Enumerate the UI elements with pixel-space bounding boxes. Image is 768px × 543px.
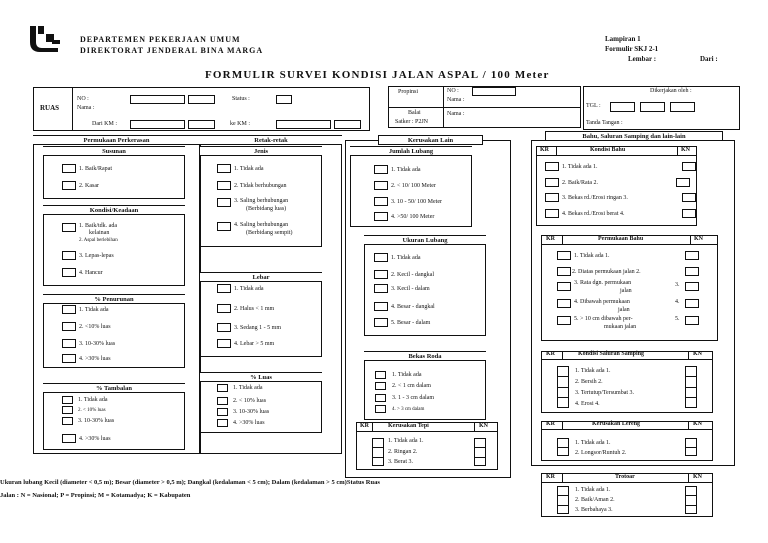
- kondisi-3-checkbox[interactable]: [62, 251, 76, 260]
- kondisi-bahu-3-kn[interactable]: [682, 193, 696, 202]
- jenis-2-label: 2. Tidak berhubungan: [234, 183, 287, 189]
- ruas-label: RUAS: [40, 104, 60, 112]
- propinsi-label: Propinsi: [398, 89, 419, 95]
- kondisi-bahu-2-label: 2. Baik/Rata 2.: [562, 180, 598, 186]
- kondisi-1-label-2: kelainan: [89, 230, 110, 236]
- tambalan-4-label: 4. >30% luas: [79, 436, 111, 442]
- permukaan-bahu-kr: KR: [546, 236, 555, 242]
- lereng-2-label: 2. Longsor/Runtuh 2.: [575, 450, 627, 456]
- tgl-year-field[interactable]: [670, 102, 695, 112]
- saluran-3-label: 3. Tertutup/Tersumbat 3.: [575, 390, 635, 396]
- jumlah-lubang-title: Jumlah Lubang: [350, 146, 472, 156]
- bekas-1-checkbox[interactable]: [375, 371, 386, 379]
- kondisi-3-label: 3. Lepas-lepas: [79, 253, 114, 259]
- lebar-2-checkbox[interactable]: [217, 304, 231, 313]
- saluran-title: Kondisi Saluran Samping: [578, 351, 645, 357]
- permukaan-bahu-5-kr[interactable]: [557, 316, 571, 325]
- lubang-1-label: 1. Tidak ada: [391, 167, 421, 173]
- pu-logo: [28, 26, 62, 52]
- propinsi-no-field[interactable]: [472, 87, 516, 96]
- luas-1-checkbox[interactable]: [217, 384, 228, 392]
- ruas-darikm-label: Dari KM :: [92, 121, 117, 127]
- lubang-4-checkbox[interactable]: [374, 212, 388, 221]
- kondisi-4-label: 4. Hancur: [79, 270, 103, 276]
- ruas-kekm-label: ke KM :: [230, 121, 250, 127]
- trotoar-kn: KN: [693, 474, 702, 480]
- trotoar-2-label: 2. Baik/Aman 2.: [575, 497, 615, 503]
- luas-2-checkbox[interactable]: [217, 397, 228, 405]
- ruas-darikm-field-2[interactable]: [188, 120, 215, 129]
- trotoar-3-label: 3. Berbahaya 3.: [575, 507, 613, 513]
- permukaan-bahu-4-kr[interactable]: [557, 299, 571, 308]
- ruas-kekm-field-2[interactable]: [334, 120, 361, 129]
- kondisi-1-label: 1. Baik/tdk. ada: [79, 223, 117, 229]
- permukaan-bahu-kn: KN: [694, 236, 703, 242]
- balai-label: Balai: [408, 110, 421, 116]
- permukaan-bahu-title: Permukaan Bahu: [598, 236, 644, 242]
- luas-1-label: 1. Tidak ada: [233, 385, 263, 391]
- permukaan-bahu-1-label: 1. Tidak ada 1.: [574, 253, 610, 259]
- lebar-4-checkbox[interactable]: [217, 339, 231, 348]
- bekas-2-label: 2. < 1 cm dalam: [392, 383, 431, 389]
- permukaan-bahu-2-kn[interactable]: [685, 267, 699, 276]
- permukaan-bahu-1-kn[interactable]: [685, 251, 699, 260]
- permukaan-bahu-1-kr[interactable]: [557, 251, 571, 260]
- lubang-4-label: 4. >50/ 100 Meter: [391, 214, 435, 220]
- jenis-title: Jenis: [200, 146, 322, 156]
- lebar-3-label: 3. Sedang 1 - 5 mm: [234, 325, 281, 331]
- ukuran-3-label: 3. Kecil - dalam: [391, 286, 430, 292]
- kondisi-bahu-4-label: 4. Bekas rd./Erosi berat 4.: [562, 211, 625, 217]
- kondisi-bahu-4-kr[interactable]: [545, 209, 559, 218]
- trotoar-kr: KR: [546, 474, 555, 480]
- form-title: FORMULIR SURVEI KONDISI JALAN ASPAL / 100 Meter: [205, 69, 550, 81]
- dept-name: DEPARTEMEN PEKERJAAN UMUM: [80, 35, 241, 44]
- kondisi-bahu-2-kr[interactable]: [545, 178, 559, 187]
- footer-note-2: Jalan : N = Nasional; P = Propinsi; M = Kotamadya; K = Kabupaten: [0, 492, 191, 499]
- ukuran-2-label: 2. Kecil - dangkal: [391, 272, 434, 278]
- permukaan-bahu-3-kn[interactable]: [685, 282, 699, 291]
- tepi-kn-field[interactable]: [474, 438, 486, 466]
- lereng-kr: KR: [546, 421, 555, 427]
- permukaan-bahu-5-label: 5. > 10 cm dibawah per-: [574, 316, 633, 322]
- tambalan-1-label: 1. Tidak ada: [78, 397, 108, 403]
- bekas-2-checkbox[interactable]: [375, 382, 386, 390]
- tgl-label: TGL :: [586, 103, 601, 109]
- ukuran-3-checkbox[interactable]: [374, 284, 388, 293]
- ukuran-5-label: 5. Besar - dalam: [391, 320, 431, 326]
- susunan-1-checkbox[interactable]: [62, 164, 76, 173]
- permukaan-perkerasan-title: Permukaan Perkerasan: [33, 135, 200, 145]
- lembar-label: Lembar :: [628, 55, 657, 63]
- permukaan-bahu-4-kn[interactable]: [685, 299, 699, 308]
- lubang-2-label: 2. < 10/ 100 Meter: [391, 183, 436, 189]
- permukaan-bahu-3-kr[interactable]: [557, 282, 571, 291]
- permukaan-bahu-3-label-2: jalan: [620, 288, 632, 294]
- lebar-2-label: 2. Halus < 1 mm: [234, 306, 275, 312]
- ukuran-2-checkbox[interactable]: [374, 270, 388, 279]
- lereng-title: Kerusakan Lereng: [592, 421, 641, 427]
- kondisi-bahu-kr: KR: [540, 147, 549, 153]
- penurunan-3-checkbox[interactable]: [62, 339, 76, 348]
- lebar-3-checkbox[interactable]: [217, 323, 231, 332]
- penurunan-3-label: 3. 10-30% luas: [79, 341, 116, 347]
- bekas-3-label: 3. 1 - 3 cm dalam: [392, 395, 434, 401]
- dirjen-name: DIREKTORAT JENDERAL BINA MARGA: [80, 46, 264, 55]
- susunan-2-checkbox[interactable]: [62, 181, 76, 190]
- jenis-2-checkbox[interactable]: [217, 181, 231, 190]
- bekas-4-checkbox[interactable]: [375, 405, 386, 413]
- ukuran-1-label: 1. Tidak ada: [391, 255, 421, 261]
- kondisi-bahu-2-kn[interactable]: [676, 178, 690, 187]
- permukaan-bahu-2-label: 2. Diatas permukaan jalan 2.: [572, 269, 641, 275]
- ukuran-4-label: 4. Besar - dangkal: [391, 304, 435, 310]
- ruas-nama-label: Nama :: [77, 105, 95, 111]
- lebar-title: Lebar: [200, 272, 322, 282]
- tambalan-2-checkbox[interactable]: [62, 406, 73, 414]
- ruas-status-field[interactable]: [276, 95, 292, 104]
- penurunan-4-label: 4. >30% luas: [79, 356, 111, 362]
- bekas-roda-title: Bekas Roda: [364, 351, 486, 361]
- kondisi-bahu-3-label: 3. Bekas rd./Erosi ringan 3.: [562, 195, 628, 201]
- lubang-1-checkbox[interactable]: [374, 165, 388, 174]
- ruas-no-field-2[interactable]: [188, 95, 215, 104]
- saluran-4-label: 4. Erosi 4.: [575, 401, 600, 407]
- tambalan-3-checkbox[interactable]: [62, 417, 73, 425]
- permukaan-bahu-5-kn-label: 5.: [675, 316, 680, 322]
- kondisi-bahu-4-kn[interactable]: [682, 209, 696, 218]
- tepi-2-label: 2. Ringan 2.: [388, 449, 418, 455]
- susunan-2-label: 2. Kasar: [79, 183, 99, 189]
- dikerjakan-label: Dikerjakan oleh :: [650, 88, 692, 94]
- ukuran-5-checkbox[interactable]: [374, 318, 388, 327]
- bekas-3-checkbox[interactable]: [375, 394, 386, 402]
- kerusakan-lain-title: Kerusakan Lain: [378, 135, 483, 145]
- luas-3-label: 3. 10-30% luas: [233, 409, 270, 415]
- kondisi-bahu-1-kn[interactable]: [682, 162, 696, 171]
- saluran-kr: KR: [546, 351, 555, 357]
- saluran-1-label: 1. Tidak ada 1.: [575, 368, 611, 374]
- saluran-2-label: 2. Bersih 2.: [575, 379, 603, 385]
- tambalan-4-checkbox[interactable]: [62, 434, 76, 443]
- trotoar-kn-field[interactable]: [685, 486, 697, 514]
- tambalan-title: % Tambalan: [43, 383, 185, 393]
- trotoar-1-label: 1. Tidak ada 1.: [575, 487, 611, 493]
- dari-label: Dari :: [700, 55, 718, 63]
- ruas-no-field[interactable]: [130, 95, 185, 104]
- lampiran-label: Lampiran 1: [605, 35, 641, 43]
- kondisi-title: Kondisi/Keadaan: [43, 205, 185, 215]
- tambalan-2-label: 2. < 10% luas: [78, 408, 106, 413]
- permukaan-bahu-5-label-2: mukaan jalan: [604, 324, 637, 330]
- luas-3-checkbox[interactable]: [217, 408, 228, 416]
- tepi-kn-label: KN: [479, 423, 488, 429]
- kondisi-2-label: 2. Aspal berlebihan: [79, 238, 118, 243]
- kondisi-bahu-1-label: 1. Tidak ada 1.: [562, 164, 598, 170]
- tambalan-3-label: 3. 10-30% luas: [78, 418, 115, 424]
- lubang-3-label: 3. 10 - 50/ 100 Meter: [391, 199, 442, 205]
- luas-title: % Luas: [200, 372, 322, 382]
- jenis-3-label: 3. Saling berhubungan: [234, 198, 289, 204]
- ruas-darikm-field[interactable]: [130, 120, 185, 129]
- lubang-3-checkbox[interactable]: [374, 197, 388, 206]
- ruas-kekm-field[interactable]: [276, 120, 331, 129]
- propinsi-no-label: NO :: [447, 88, 459, 94]
- propinsi-nama-label: Nama :: [447, 97, 465, 103]
- saluran-kn: KN: [693, 351, 702, 357]
- tgl-day-field[interactable]: [610, 102, 635, 112]
- susunan-1-label: 1. Baik/Rapat: [79, 166, 112, 172]
- penurunan-1-label: 1. Tidak ada: [79, 307, 109, 313]
- tepi-1-label: 1. Tidak ada 1.: [388, 438, 424, 444]
- tepi-kr-field[interactable]: [372, 438, 384, 466]
- kondisi-bahu-kn: KN: [681, 147, 690, 153]
- retak-title: Retak-retak: [200, 135, 342, 145]
- kondisi-bahu-1-kr[interactable]: [545, 162, 559, 171]
- formulir-code: Formulir SKJ 2-1: [605, 45, 659, 53]
- bahu-section-title: Bahu, Saluran Samping dan lain-lain: [545, 131, 723, 141]
- permukaan-bahu-4-label-2: jalan: [618, 307, 630, 313]
- jenis-1-label: 1. Tidak ada: [234, 166, 264, 172]
- permukaan-bahu-3-label: 3. Rata dgn. permukaan: [574, 280, 632, 286]
- permukaan-bahu-2-kr[interactable]: [557, 267, 571, 276]
- luas-4-checkbox[interactable]: [217, 419, 228, 427]
- susunan-title: Susunan: [43, 146, 185, 156]
- kondisi-bahu-title: Kondisi Bahu: [590, 147, 626, 153]
- ukuran-1-checkbox[interactable]: [374, 253, 388, 262]
- footer-note-1: Ukuran lubang Kecil (diameter < 0,5 m); Besar (diameter > 0,5 m); Dangkal (kedalaman < 5 cm); Dalam (kedalaman > 5 cm)Status Ruas: [0, 479, 380, 486]
- jenis-4-label-2: (Berbidang sempit): [246, 230, 293, 236]
- lebar-1-checkbox[interactable]: [217, 284, 231, 293]
- trotoar-kr-field[interactable]: [557, 486, 569, 514]
- penurunan-2-checkbox[interactable]: [62, 322, 76, 331]
- bekas-4-label: 4. > 3 cm dalam: [392, 407, 425, 412]
- satker-label: Satker : P2JN: [395, 119, 428, 125]
- permukaan-bahu-4-kn-label: 4.: [675, 299, 680, 305]
- jenis-3-checkbox[interactable]: [217, 198, 231, 207]
- ruas-status-label: Status :: [232, 96, 250, 102]
- ukuran-lubang-title: Ukuran Lubang: [364, 235, 486, 245]
- kondisi-bahu-3-kr[interactable]: [545, 193, 559, 202]
- tambalan-1-checkbox[interactable]: [62, 396, 73, 404]
- lebar-1-label: 1. Tidak ada: [234, 286, 264, 292]
- permukaan-bahu-3-kn-label: 3.: [675, 282, 680, 288]
- ruas-no-label: NO :: [77, 96, 89, 102]
- tgl-month-field[interactable]: [640, 102, 665, 112]
- penurunan-4-checkbox[interactable]: [62, 354, 76, 363]
- kondisi-4-checkbox[interactable]: [62, 268, 76, 277]
- tepi-title: Kerusakan Tepi: [388, 423, 429, 429]
- satker-nama-label: Nama :: [447, 111, 465, 117]
- tepi-3-label: 3. Berat 3.: [388, 459, 413, 465]
- lereng-kn: KN: [693, 421, 702, 427]
- lubang-2-checkbox[interactable]: [374, 181, 388, 190]
- penurunan-1-checkbox[interactable]: [62, 305, 76, 314]
- jenis-4-label: 4. Saling berhubungan: [234, 222, 289, 228]
- permukaan-bahu-5-kn[interactable]: [685, 316, 699, 325]
- permukaan-bahu-4-label: 4. Dibawah permukaan: [574, 299, 630, 305]
- jenis-3-label-2: (Berbidang luas): [246, 206, 287, 212]
- bekas-1-label: 1. Tidak ada: [392, 372, 422, 378]
- lebar-4-label: 4. Lebar > 5 mm: [234, 341, 275, 347]
- ttd-label: Tanda Tangan :: [586, 120, 623, 126]
- jenis-1-checkbox[interactable]: [217, 164, 231, 173]
- tepi-kr-label: KR: [360, 423, 369, 429]
- luas-2-label: 2. < 10% luas: [233, 398, 267, 404]
- luas-4-label: 4. >30% luas: [233, 420, 265, 426]
- jenis-4-checkbox[interactable]: [217, 222, 231, 231]
- penurunan-2-label: 2. <10% luas: [79, 324, 111, 330]
- ukuran-4-checkbox[interactable]: [374, 302, 388, 311]
- penurunan-title: % Penurunan: [43, 294, 185, 304]
- trotoar-title: Trotoar: [615, 474, 635, 480]
- kondisi-1-checkbox[interactable]: [62, 223, 76, 232]
- lereng-1-label: 1. Tidak ada 1.: [575, 440, 611, 446]
